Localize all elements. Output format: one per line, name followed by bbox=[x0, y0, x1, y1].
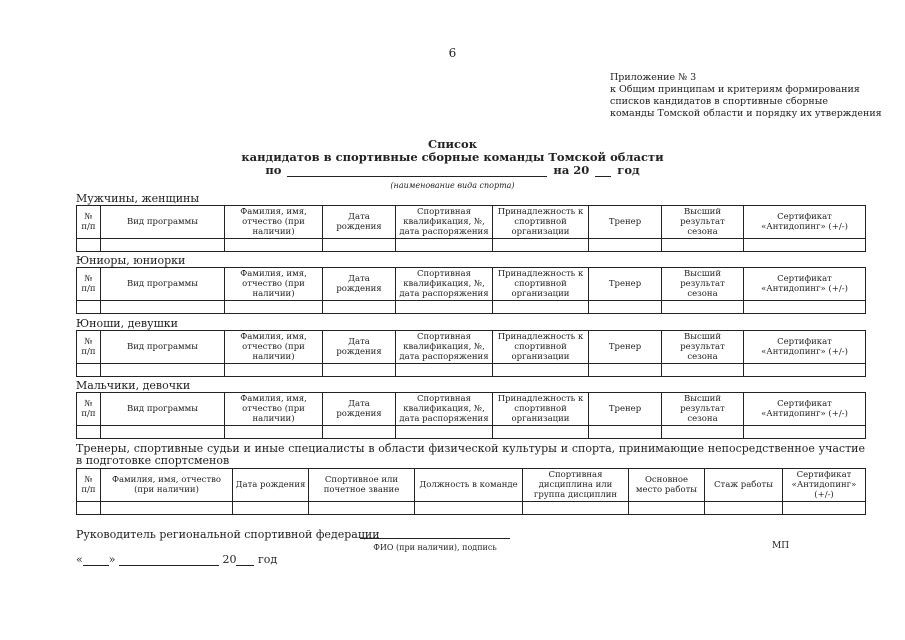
empty-cell[interactable] bbox=[396, 426, 493, 439]
header-cell: Основное место работы bbox=[629, 469, 705, 502]
date-year-suffix: год bbox=[257, 553, 278, 566]
year-blank[interactable] bbox=[236, 554, 254, 566]
appendix-line: команды Томской области и порядку их утверждения bbox=[610, 108, 882, 119]
title-year-suffix: год bbox=[617, 163, 640, 177]
empty-cell[interactable] bbox=[225, 301, 323, 314]
empty-cell[interactable] bbox=[101, 426, 225, 439]
header-cell: Высший результат сезона bbox=[662, 268, 744, 301]
seal-mark: МП bbox=[772, 541, 790, 551]
empty-cell[interactable] bbox=[101, 502, 233, 515]
header-cell: Сертификат «Антидопинг» (+/-) bbox=[744, 393, 866, 426]
signature-caption: ФИО (при наличии), подпись bbox=[373, 543, 497, 552]
empty-cell[interactable] bbox=[744, 364, 866, 377]
date-open-quote: « bbox=[76, 553, 83, 566]
date-close-quote: » bbox=[108, 553, 116, 566]
header-cell: Сертификат «Антидопинг» (+/-) bbox=[744, 206, 866, 239]
table-row bbox=[77, 364, 866, 377]
header-cell: № п/п bbox=[77, 393, 101, 426]
empty-cell[interactable] bbox=[493, 301, 589, 314]
section-label-juniors: Юниоры, юниорки bbox=[76, 254, 186, 267]
athletes-table-juniors bbox=[76, 267, 866, 314]
title-line-3 bbox=[0, 164, 905, 177]
header-cell: Сертификат «Антидопинг» (+/-) bbox=[783, 469, 866, 502]
header-cell: Сертификат «Антидопинг» (+/-) bbox=[744, 331, 866, 364]
header-cell: Вид программы bbox=[101, 331, 225, 364]
federation-head-label: Руководитель региональной спортивной федерации bbox=[76, 528, 380, 541]
section-label-youth: Юноши, девушки bbox=[76, 317, 179, 330]
header-cell: Высший результат сезона bbox=[662, 393, 744, 426]
empty-cell[interactable] bbox=[225, 364, 323, 377]
table-row bbox=[77, 301, 866, 314]
header-cell: № п/п bbox=[77, 331, 101, 364]
day-blank[interactable] bbox=[83, 554, 109, 566]
header-cell: Должность в команде bbox=[415, 469, 523, 502]
header-cell: Спортивная квалификация, №, дата распоряжения bbox=[396, 331, 493, 364]
empty-cell[interactable] bbox=[493, 426, 589, 439]
athletes-table-children bbox=[76, 392, 866, 439]
empty-cell[interactable] bbox=[589, 239, 662, 252]
empty-cell[interactable] bbox=[493, 364, 589, 377]
empty-cell[interactable] bbox=[323, 426, 396, 439]
header-cell: Вид программы bbox=[101, 393, 225, 426]
header-cell: Тренер bbox=[589, 331, 662, 364]
table-header-row bbox=[77, 206, 866, 239]
month-blank[interactable] bbox=[119, 554, 219, 566]
empty-cell[interactable] bbox=[523, 502, 629, 515]
section-label-men-women: Мужчины, женщины bbox=[76, 192, 200, 205]
athletes-table-youth bbox=[76, 330, 866, 377]
page-number: 6 bbox=[448, 46, 457, 60]
empty-cell[interactable] bbox=[77, 502, 101, 515]
empty-cell[interactable] bbox=[629, 502, 705, 515]
header-cell: Вид программы bbox=[101, 268, 225, 301]
header-cell: Дата рождения bbox=[323, 268, 396, 301]
empty-cell[interactable] bbox=[589, 426, 662, 439]
empty-cell[interactable] bbox=[744, 426, 866, 439]
empty-cell[interactable] bbox=[225, 426, 323, 439]
empty-cell[interactable] bbox=[323, 364, 396, 377]
title-line-1: Список bbox=[427, 137, 478, 151]
header-cell: № п/п bbox=[77, 469, 101, 502]
header-cell: № п/п bbox=[77, 268, 101, 301]
header-cell: Дата рождения bbox=[323, 206, 396, 239]
empty-cell[interactable] bbox=[323, 239, 396, 252]
empty-cell[interactable] bbox=[589, 301, 662, 314]
empty-cell[interactable] bbox=[77, 301, 101, 314]
header-cell: Принадлежность к спортивной организации bbox=[493, 331, 589, 364]
empty-cell[interactable] bbox=[101, 239, 225, 252]
table-row bbox=[77, 426, 866, 439]
header-cell: Дата рождения bbox=[323, 393, 396, 426]
header-cell: Спортивная квалификация, №, дата распоряжения bbox=[396, 206, 493, 239]
date-year-prefix: 20 bbox=[222, 553, 237, 566]
empty-cell[interactable] bbox=[783, 502, 866, 515]
header-cell: Спортивное или почетное звание bbox=[309, 469, 415, 502]
empty-cell[interactable] bbox=[77, 426, 101, 439]
empty-cell[interactable] bbox=[662, 301, 744, 314]
empty-cell[interactable] bbox=[396, 239, 493, 252]
header-cell: Принадлежность к спортивной организации bbox=[493, 206, 589, 239]
empty-cell[interactable] bbox=[225, 239, 323, 252]
empty-cell[interactable] bbox=[744, 239, 866, 252]
year-blank bbox=[595, 165, 611, 177]
table-header-row bbox=[77, 331, 866, 364]
empty-cell[interactable] bbox=[309, 502, 415, 515]
staff-table bbox=[76, 468, 866, 515]
appendix-line: списков кандидатов в спортивные сборные bbox=[610, 96, 828, 107]
header-cell: Дата рождения bbox=[233, 469, 309, 502]
signature-line[interactable] bbox=[360, 538, 510, 539]
appendix-line: Приложение № 3 bbox=[610, 72, 697, 83]
empty-cell[interactable] bbox=[101, 364, 225, 377]
header-cell: Принадлежность к спортивной организации bbox=[493, 393, 589, 426]
table-row bbox=[77, 239, 866, 252]
header-cell: Стаж работы bbox=[705, 469, 783, 502]
empty-cell[interactable] bbox=[705, 502, 783, 515]
header-cell: Спортивная квалификация, №, дата распоряжения bbox=[396, 268, 493, 301]
table-row bbox=[77, 502, 866, 515]
header-cell: № п/п bbox=[77, 206, 101, 239]
header-cell: Сертификат «Антидопинг» (+/-) bbox=[744, 268, 866, 301]
header-cell: Фамилия, имя, отчество (при наличии) bbox=[101, 469, 233, 502]
empty-cell[interactable] bbox=[233, 502, 309, 515]
header-cell: Высший результат сезона bbox=[662, 206, 744, 239]
athletes-table-men-women bbox=[76, 205, 866, 252]
empty-cell[interactable] bbox=[744, 301, 866, 314]
header-cell: Вид программы bbox=[101, 206, 225, 239]
header-cell: Фамилия, имя, отчество (при наличии) bbox=[225, 331, 323, 364]
header-cell: Спортивная квалификация, №, дата распоряжения bbox=[396, 393, 493, 426]
header-cell: Тренер bbox=[589, 393, 662, 426]
section-label-children: Мальчики, девочки bbox=[76, 379, 191, 392]
table-header-row bbox=[77, 393, 866, 426]
header-cell: Принадлежность к спортивной организации bbox=[493, 268, 589, 301]
appendix-note bbox=[610, 72, 882, 120]
empty-cell[interactable] bbox=[662, 364, 744, 377]
empty-cell[interactable] bbox=[101, 301, 225, 314]
empty-cell[interactable] bbox=[396, 364, 493, 377]
empty-cell[interactable] bbox=[662, 426, 744, 439]
table-header-row bbox=[77, 469, 866, 502]
header-cell: Фамилия, имя, отчество (при наличии) bbox=[225, 393, 323, 426]
header-cell: Тренер bbox=[589, 206, 662, 239]
header-cell: Высший результат сезона bbox=[662, 331, 744, 364]
header-cell: Спортивная дисциплина или группа дисциплин bbox=[523, 469, 629, 502]
empty-cell[interactable] bbox=[396, 301, 493, 314]
title-year-prefix: на 20 bbox=[553, 163, 590, 177]
sport-name-blank bbox=[287, 165, 547, 177]
sport-caption: (наименование вида спорта) bbox=[390, 181, 515, 190]
empty-cell[interactable] bbox=[662, 239, 744, 252]
empty-cell[interactable] bbox=[493, 239, 589, 252]
empty-cell[interactable] bbox=[589, 364, 662, 377]
title-line-2: кандидатов в спортивные сборные команды Томской области bbox=[241, 150, 664, 164]
header-cell: Дата рождения bbox=[323, 331, 396, 364]
date-line bbox=[76, 553, 277, 566]
header-cell: Фамилия, имя, отчество (при наличии) bbox=[225, 268, 323, 301]
header-cell: Тренер bbox=[589, 268, 662, 301]
empty-cell[interactable] bbox=[323, 301, 396, 314]
empty-cell[interactable] bbox=[77, 239, 101, 252]
section-label-staff: Тренеры, спортивные судьи и иные специалисты в области физической культуры и спорта, принимающие непосредственное участие в подготовке спортсменов bbox=[76, 442, 865, 467]
document-title bbox=[0, 138, 905, 177]
appendix-line: к Общим принципам и критериям формирования bbox=[610, 84, 860, 95]
table-header-row bbox=[77, 268, 866, 301]
empty-cell[interactable] bbox=[415, 502, 523, 515]
header-cell: Фамилия, имя, отчество (при наличии) bbox=[225, 206, 323, 239]
empty-cell[interactable] bbox=[77, 364, 101, 377]
title-prefix: по bbox=[265, 163, 282, 177]
